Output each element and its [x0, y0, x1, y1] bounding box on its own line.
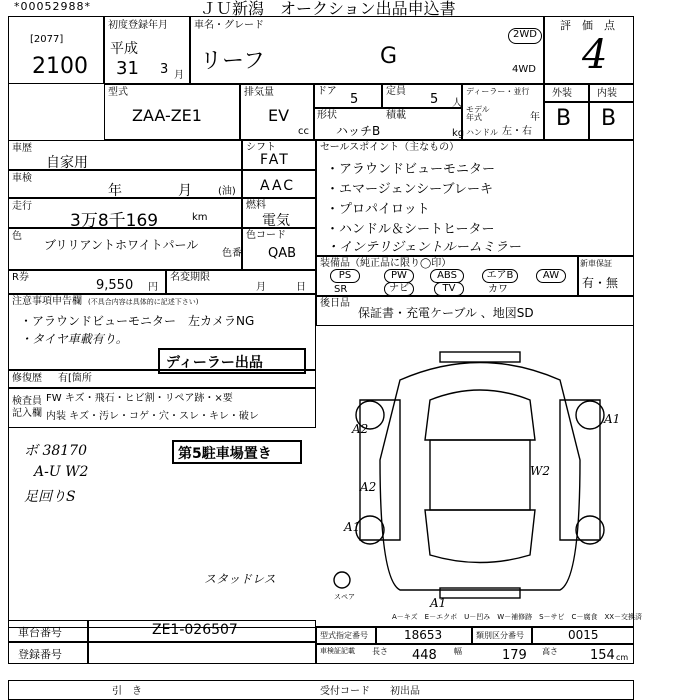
drive-4wd: 4WD	[512, 64, 536, 75]
reg-month: 3	[160, 62, 169, 77]
reg-year: 31	[116, 58, 139, 79]
width-value: 179	[502, 648, 527, 663]
color-value: ブリリアントホワイトパール	[44, 238, 199, 252]
inspection-month: 月	[178, 183, 192, 199]
notes-line: ・タイヤ車載有り。	[20, 332, 128, 346]
repair-value: 有[箇所	[58, 373, 92, 384]
notes-label: 注意事項申告欄	[12, 296, 82, 307]
inspector-row2: 内装 キズ・汚レ・コゲ・穴・スレ・キレ・破レ	[46, 411, 259, 422]
car-outline	[380, 363, 580, 591]
sales-point: ・ハンドル＆シートヒーター	[326, 222, 495, 237]
spare-tire	[334, 572, 350, 588]
lot-number: 2100	[32, 54, 88, 79]
height-value: 154	[590, 648, 615, 663]
windshield	[425, 390, 535, 440]
handle-label: ハンドル	[466, 128, 498, 137]
shift-label: シフト	[246, 142, 276, 153]
equip-sr: SR	[334, 284, 348, 295]
recycle-unit: 円	[148, 282, 158, 293]
length-value: 448	[412, 648, 437, 663]
sales-label: セールスポイント（主なもの）	[320, 142, 460, 153]
damage-mark: A2	[360, 480, 377, 494]
size-unit: cm	[616, 653, 629, 662]
damage-legend: A－キズ E－エクボ U－凹み W－補修跡 S－サビ C－腐食 XX－交換済	[392, 613, 643, 621]
disp-unit: cc	[298, 126, 309, 137]
history-cell	[8, 140, 242, 170]
inspection-extra: (油)	[218, 186, 236, 197]
chassis-value: ZE1-026507	[152, 622, 238, 638]
katashiki-label: 型式	[108, 87, 128, 98]
reg-month-unit: 月	[174, 70, 184, 81]
class-label: 類別区分番号	[476, 631, 524, 640]
notes-sub: (不具合内容は具体的に記述下さい)	[88, 298, 199, 306]
repair-cell	[8, 370, 316, 388]
new-warranty-label: 新車保証	[580, 259, 612, 268]
equip-aw: AW	[536, 269, 566, 283]
equipment-label: 装備品（純正品に限り◯印）	[320, 258, 452, 269]
score-value: 4	[582, 32, 608, 78]
disp-value: EV	[268, 106, 290, 125]
width-label: 幅	[454, 647, 462, 656]
equip-ps: PS	[330, 269, 360, 283]
drive-2wd: 2WD	[508, 28, 542, 44]
door-label: ドア	[317, 86, 337, 97]
height-label: 高さ	[542, 647, 558, 656]
damage-mark: A1	[604, 412, 621, 426]
sales-point: ・インテリジェントルームミラー	[326, 240, 521, 255]
reg-era: 平成	[110, 41, 138, 57]
load-unit: kg	[452, 128, 465, 139]
int-score: B	[601, 106, 617, 131]
equip-navi: ナビ	[384, 282, 414, 296]
color-no-label: 色番	[222, 248, 242, 259]
name-change-month: 月	[256, 282, 266, 293]
name-change-day: 日	[296, 282, 306, 293]
dealer-label: ディーラー・並行	[466, 87, 530, 96]
sales-point: ・エマージェンシーブレーキ	[326, 182, 493, 197]
mileage-unit: km	[192, 212, 208, 223]
dealer-stamp-text: ディーラー出品	[166, 355, 263, 371]
footer-a: 引 き	[112, 686, 142, 697]
recycle-cell	[8, 270, 166, 294]
stud-note: スタッドレス	[204, 572, 276, 586]
damage-mark: A1	[344, 520, 361, 534]
car-grade: G	[380, 44, 398, 69]
sheet-number: *00052988*	[14, 0, 91, 13]
ext-score: B	[556, 106, 572, 131]
length-label: 長さ	[372, 647, 388, 656]
reg-label: 初度登録年月	[108, 20, 168, 31]
equip-leather: カワ	[488, 284, 508, 295]
recycle-label: R券	[12, 272, 29, 283]
inspection-label: 車検	[12, 173, 32, 184]
katashiki-value: ZAA-ZE1	[132, 106, 202, 125]
vehicle-no-value-cell	[88, 642, 316, 664]
name-change-label: 名変期限	[170, 272, 210, 283]
lot-code: [2077]	[30, 34, 64, 45]
damage-mark: W2	[530, 464, 550, 478]
parking-stamp-text: 第5駐車場置き	[178, 446, 272, 462]
roof	[430, 440, 530, 510]
capacity-label: 定員	[386, 86, 406, 97]
inspection-cell	[8, 170, 242, 198]
accessories-label: 後日品	[320, 298, 350, 309]
score-label: 評 価 点	[560, 19, 615, 32]
notes-line: ・アラウンドビューモニター 左カメラNG	[20, 314, 255, 328]
model-year-unit: 年	[530, 112, 540, 123]
color-no-value: QAB	[268, 246, 297, 261]
inspector-label2: 記入欄	[12, 408, 42, 419]
shape-value: ハッチB	[336, 124, 381, 138]
inspection-year: 年	[108, 183, 122, 199]
car-damage-diagram	[330, 340, 630, 610]
capacity-value: 5	[430, 92, 439, 107]
front-bumper	[440, 352, 520, 362]
int-label: 内装	[597, 88, 617, 99]
recycle-value: 9,550	[96, 278, 134, 293]
equip-abs: ABS	[430, 269, 464, 283]
handle-value: 左・右	[502, 126, 532, 137]
disp-label: 排気量	[244, 87, 274, 98]
inspector-label: 検査員	[12, 396, 42, 407]
color-code-label: 色コード	[246, 230, 286, 241]
new-warranty-value: 有・無	[582, 276, 619, 290]
shape-label: 形状	[317, 110, 337, 121]
capacity-unit: 人	[452, 98, 462, 109]
sales-point: ・アラウンドビューモニター	[326, 162, 496, 177]
door-value: 5	[350, 92, 359, 107]
mileage-value: 3万8千169	[70, 211, 159, 231]
name-label: 車名・グレード	[194, 20, 264, 31]
rear-window	[425, 510, 535, 563]
type-value: 18653	[404, 628, 443, 642]
mileage-label: 走行	[12, 201, 32, 212]
footer-c: 初出品	[390, 686, 420, 697]
history-value: 自家用	[46, 155, 88, 171]
inspector-row1: FW キズ・飛石・ヒビ割・リペア跡・×要	[46, 393, 233, 404]
damage-mark: A2	[352, 422, 369, 436]
history-label: 車歴	[12, 143, 32, 154]
size-cell	[316, 644, 634, 664]
hand-note: A-U W2	[34, 464, 89, 480]
aircon-value: AAC	[260, 178, 296, 194]
hand-note: 足回りS	[24, 489, 76, 505]
class-value: 0015	[568, 628, 599, 642]
color-label: 色	[12, 231, 22, 242]
sheet-title: ＪＵ新潟 オークション出品申込書	[200, 0, 456, 18]
chassis-label: 車台番号	[18, 626, 62, 639]
repair-label: 修復歴	[12, 373, 42, 384]
vehicle-no-label: 登録番号	[18, 648, 62, 661]
sales-point: ・プロパイロット	[326, 202, 430, 217]
equip-tv: TV	[434, 282, 464, 296]
shift-value: FAT	[260, 152, 290, 168]
equip-pw: PW	[384, 269, 414, 283]
accessories-value: 保証書・充電ケーブル 、地図SD	[358, 306, 534, 320]
spare-label: スペア	[334, 593, 355, 601]
equip-airbag: エアB	[482, 269, 518, 283]
fuel-value: 電気	[262, 213, 290, 229]
hand-note: ボ 38170	[24, 443, 87, 459]
size-label: 車検証記載	[320, 647, 355, 655]
car-model: リーフ	[200, 49, 265, 74]
load-label: 積載	[386, 110, 406, 121]
type-label: 型式指定番号	[320, 631, 368, 640]
fuel-label: 燃料	[246, 200, 266, 211]
footer-b: 受付コード	[320, 686, 370, 697]
model-year-label: モデル年式	[466, 105, 490, 122]
ext-label: 外装	[552, 88, 572, 99]
damage-mark: A1	[430, 596, 447, 610]
